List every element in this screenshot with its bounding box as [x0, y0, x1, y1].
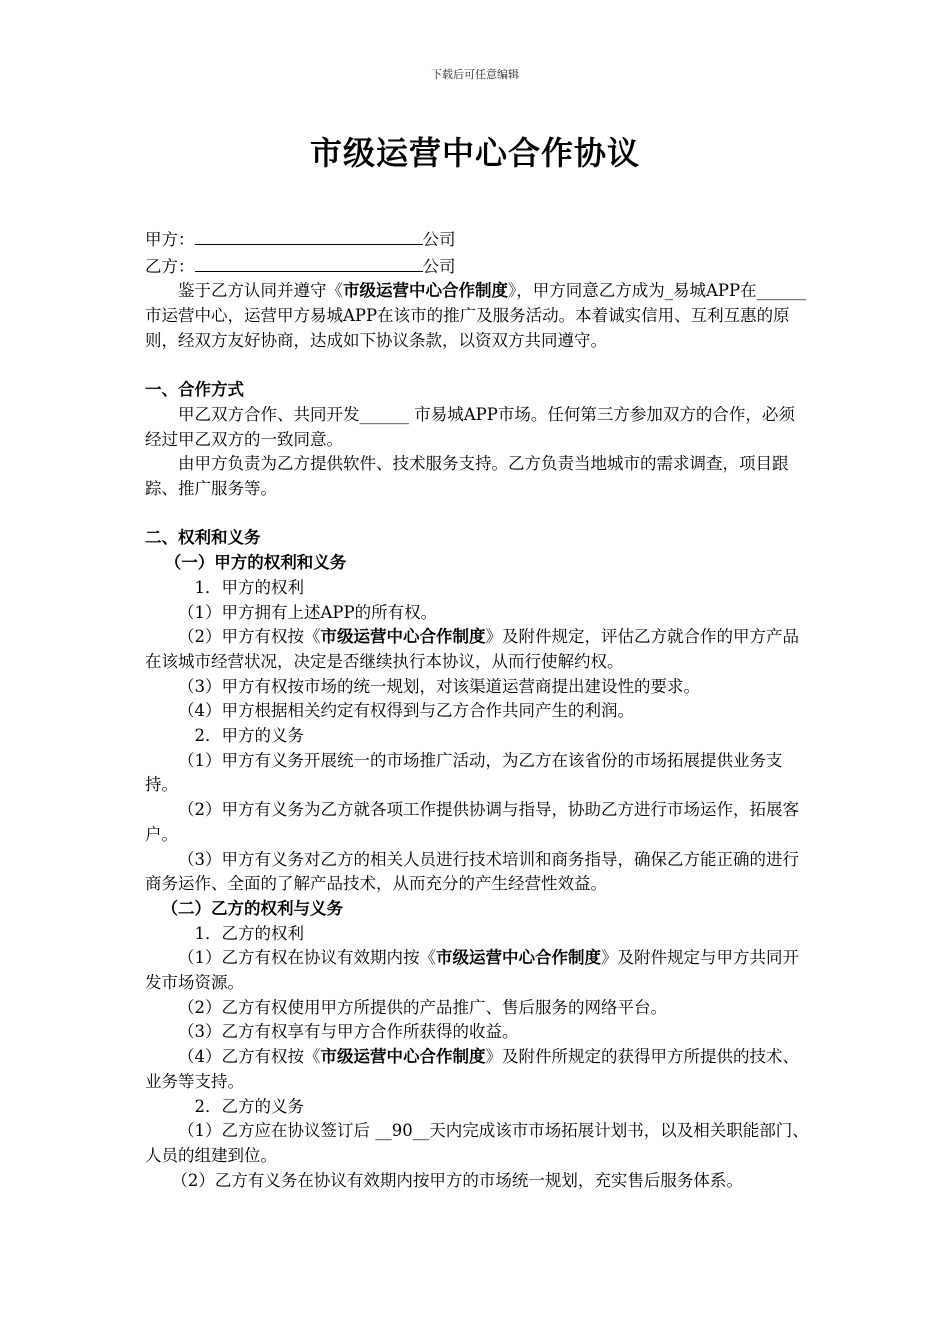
page-header: 下载后可任意编辑 [431, 68, 519, 81]
part-b-duties-title: 2．乙方的义务 [194, 1096, 304, 1116]
part-a-duties-title: 2．甲方的义务 [194, 726, 304, 746]
s1-city-blank: ______ [359, 404, 409, 424]
part-a-right-1: （1）甲方拥有上述APP的所有权。 [178, 602, 438, 622]
section-1-para-1 [145, 403, 810, 452]
part-b-right-3: （3）乙方有权享有与甲方合作所获得的收益。 [178, 1022, 519, 1042]
agreement-body [145, 226, 810, 1193]
party-b-suffix: 公司 [422, 256, 456, 276]
preamble-text-1: 鉴于乙方认同并遵守《 [178, 281, 343, 301]
part-b-duty-1 [145, 1119, 810, 1168]
part-a-heading: （一）甲方的权利和义务 [164, 553, 347, 573]
pb-r4-text-b: 》及附件所规定的获得甲方所提供的技术、业务等支持。 [145, 1047, 799, 1091]
s1-p1-text-b: 市易城APP市场。任何第三方参加双方的合作，必须经过甲乙双方的一致同意。 [145, 404, 795, 449]
pb-r4-bold-ref: 市级运营中心合作制度 [320, 1047, 486, 1067]
part-a-duty-1: （1）甲方有义务开展统一的市场推广活动，为乙方在该省份的市场拓展提供业务支持。 [145, 750, 783, 795]
section-2-heading: 二、权利和义务 [145, 528, 261, 548]
part-b-right-2: （2）乙方有权使用甲方所提供的产品推广、售后服务的网络平台。 [178, 997, 667, 1017]
preamble-paragraph [145, 279, 810, 353]
party-a-blank [195, 226, 423, 245]
part-a-rights-title: 1．甲方的权利 [194, 577, 304, 597]
part-b-right-1 [145, 946, 810, 995]
party-a-suffix: 公司 [422, 230, 456, 249]
part-a-right-3: （3）甲方有权按市场的统一规划，对该渠道运营商提出建设性的要求。 [178, 676, 700, 696]
pb-r1-bold-ref: 市级运营中心合作制度 [436, 948, 601, 968]
part-b-heading: （二）乙方的权利与义务 [161, 898, 343, 918]
part-b-rights-title: 1．乙方的权利 [194, 923, 304, 943]
pb-r4-text-a: （4）乙方有权按《 [178, 1047, 321, 1067]
preamble-bold-ref: 市级运营中心合作制度 [343, 281, 508, 301]
pb-d1-text-a: （1）乙方应在协议签订后 [178, 1121, 376, 1141]
preamble-text-3: 市运营中心，运营甲方易城APP在该市的推广及服务活动。本着诚实信用、互利互惠的原则，经双方友好协商，达成如下协议条款，以资双方共同遵守。 [145, 306, 790, 350]
part-b-right-4 [145, 1045, 810, 1094]
preamble-text-2: 》，甲方同意乙方成为_易城APP在 [508, 281, 757, 301]
party-b-blank [195, 253, 423, 272]
part-a-right-4: （4）甲方根据相关约定有权得到与乙方合作共同产生的利润。 [178, 701, 634, 721]
part-a-duty-2: （2）甲方有义务为乙方就各项工作提供协调与指导，协助乙方进行市场运作，拓展客户。 [145, 800, 799, 844]
preamble-city-blank: ______ [756, 281, 807, 301]
section-1-heading: 一、合作方式 [145, 380, 244, 400]
pb-r1-text-a: （1）乙方有权在协议有效期内按《 [178, 948, 436, 968]
page-title: 市级运营中心合作协议 [309, 134, 640, 172]
party-b-line [145, 253, 810, 280]
part-a-duty-3: （3）甲方有义务对乙方的相关人员进行技术培训和商务指导，确保乙方能正确的进行商务运作、全面的了解产品技术，从而充分的产生经营性效益。 [145, 849, 799, 894]
section-1-para-2: 由甲方负责为乙方提供软件、技术服务支持。乙方负责当地城市的需求调查，项目跟踪、推广服务等。 [145, 454, 789, 499]
pa-r2-bold-ref: 市级运营中心合作制度 [320, 627, 486, 647]
party-b-label: 乙方： [145, 256, 195, 276]
party-a-label: 甲方： [145, 230, 195, 249]
pb-r1-text-b: 》及附件规定与甲方共同开发市场资源。 [145, 948, 799, 993]
pa-r2-text-b: 》及附件规定，评估乙方就合作的甲方产品在该城市经营状况，决定是否继续执行本协议，从而行使解约权。 [145, 627, 799, 671]
s1-p1-text-a: 甲乙双方合作、共同开发 [178, 404, 360, 424]
pb-d1-text-b: 天内完成该市市场拓展计划书，以及相关职能部门、人员的组建到位。 [145, 1121, 809, 1165]
party-a-line [145, 226, 810, 253]
part-b-duty-2: （2）乙方有义务在协议有效期内按甲方的市场统一规划，充实售后服务体系。 [171, 1170, 743, 1190]
part-a-right-2 [145, 625, 810, 674]
pa-r2-text-a: （2）甲方有权按《 [178, 627, 321, 647]
pb-d1-days: __90__ [375, 1121, 430, 1141]
